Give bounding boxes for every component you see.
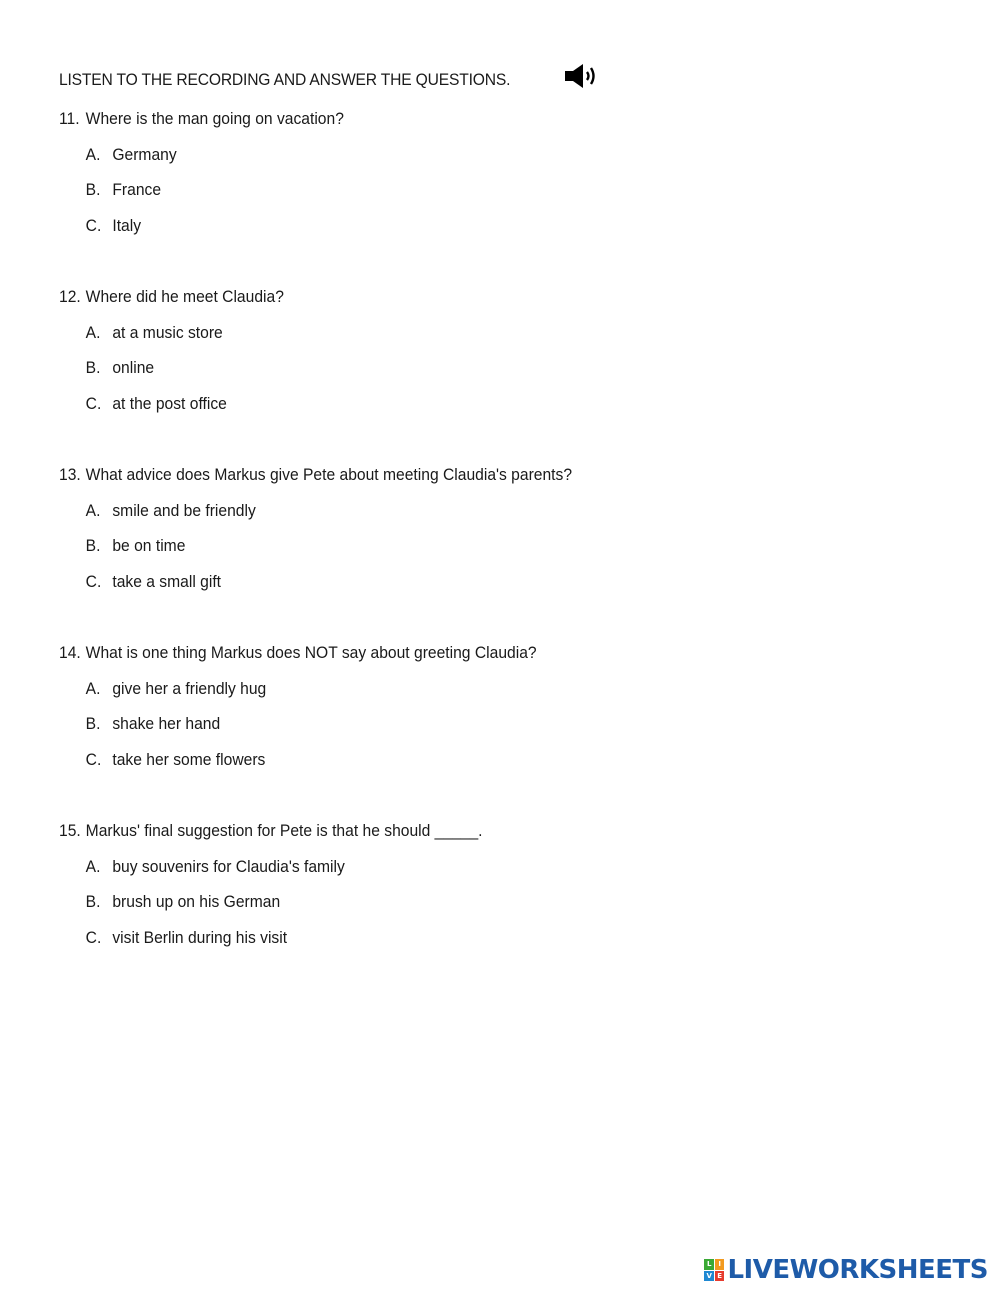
question-text: Where is the man going on vacation?	[85, 109, 344, 128]
option-text: shake her hand	[112, 714, 221, 734]
question-number: 15.	[59, 821, 81, 840]
option-list	[59, 321, 303, 416]
option-a[interactable]	[59, 499, 572, 523]
option-letter: B.	[85, 892, 101, 912]
option-text: Germany	[112, 144, 177, 164]
option-text: take her some flowers	[112, 749, 266, 769]
question-13	[59, 463, 617, 594]
option-text: brush up on his German	[112, 892, 281, 912]
brand-name: LIVEWORKSHEETS	[727, 1255, 988, 1285]
mark-letter: L	[704, 1259, 714, 1270]
option-letter: C.	[85, 571, 102, 591]
question-number: 11.	[59, 109, 80, 128]
option-text: Italy	[112, 215, 142, 235]
question-number: 12.	[59, 287, 81, 306]
option-letter: B.	[85, 536, 101, 556]
question-12	[59, 285, 303, 416]
option-b[interactable]	[59, 178, 344, 202]
question-number: 14.	[59, 643, 81, 662]
option-text: buy souvenirs for Claudia's family	[112, 856, 345, 876]
speaker-sound-icon[interactable]	[564, 62, 600, 90]
option-letter: A.	[85, 856, 101, 876]
liveworksheets-mark-icon	[704, 1259, 724, 1281]
page-heading	[59, 62, 600, 94]
question-text: Markus' final suggestion for Pete is that he should _____.	[85, 821, 483, 840]
option-text: at a music store	[112, 322, 223, 342]
option-c[interactable]	[59, 214, 344, 238]
mark-letter: E	[715, 1271, 725, 1282]
option-a[interactable]	[59, 855, 483, 879]
option-b[interactable]	[59, 534, 572, 558]
option-letter: B.	[85, 714, 101, 734]
option-b[interactable]	[59, 356, 284, 380]
mark-letter: V	[704, 1271, 714, 1282]
option-letter: A.	[85, 322, 101, 342]
option-letter: B.	[85, 358, 101, 378]
question-text: Where did he meet Claudia?	[85, 287, 284, 306]
option-letter: B.	[85, 180, 101, 200]
instructions-heading: LISTEN TO THE RECORDING AND ANSWER THE QUESTIONS.	[59, 70, 511, 89]
option-list	[59, 499, 617, 594]
option-c[interactable]	[59, 392, 284, 416]
mark-letter: I	[715, 1259, 725, 1270]
option-a[interactable]	[59, 677, 537, 701]
option-list	[59, 143, 369, 238]
option-letter: C.	[85, 215, 102, 235]
question-11	[59, 107, 369, 238]
option-text: be on time	[112, 536, 186, 556]
option-letter: C.	[85, 393, 102, 413]
option-text: online	[112, 358, 155, 378]
option-letter: C.	[85, 927, 102, 947]
option-a[interactable]	[59, 143, 344, 167]
question-text: What is one thing Markus does NOT say about greeting Claudia?	[85, 643, 537, 662]
question-number: 13.	[59, 465, 81, 484]
option-letter: A.	[85, 144, 101, 164]
option-b[interactable]	[59, 712, 537, 736]
option-list	[59, 677, 578, 772]
option-text: take a small gift	[112, 571, 222, 591]
option-letter: A.	[85, 678, 101, 698]
option-c[interactable]	[59, 926, 483, 950]
option-letter: C.	[85, 749, 102, 769]
option-letter: A.	[85, 500, 101, 520]
question-15	[59, 819, 519, 950]
liveworksheets-logo	[704, 1256, 988, 1284]
option-a[interactable]	[59, 321, 284, 345]
option-b[interactable]	[59, 890, 483, 914]
option-text: give her a friendly hug	[112, 678, 267, 698]
option-text: smile and be friendly	[112, 500, 256, 520]
option-text: visit Berlin during his visit	[112, 927, 288, 947]
option-c[interactable]	[59, 570, 572, 594]
question-text: What advice does Markus give Pete about meeting Claudia's parents?	[85, 465, 573, 484]
question-14	[59, 641, 578, 772]
option-text: at the post office	[112, 393, 227, 413]
option-c[interactable]	[59, 748, 537, 772]
option-list	[59, 855, 519, 950]
option-text: France	[112, 180, 162, 200]
